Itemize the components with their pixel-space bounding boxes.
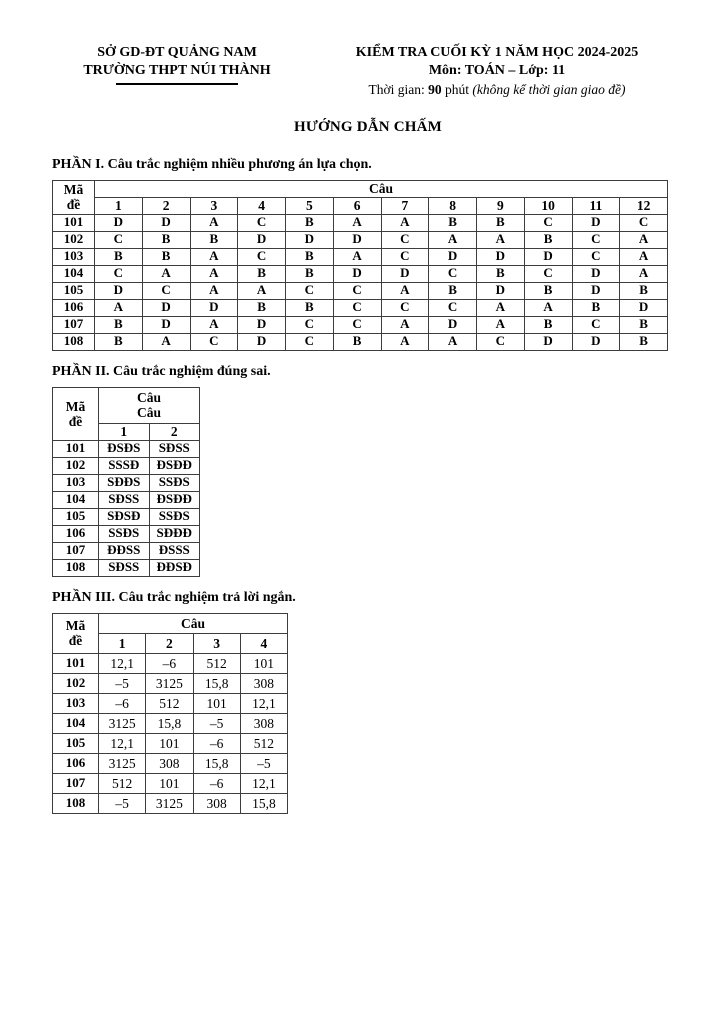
- answer-cell: 512: [193, 653, 240, 673]
- part2-table: [52, 387, 200, 577]
- answer-cell: B: [286, 265, 334, 282]
- answer-cell: –5: [240, 753, 287, 773]
- exam-code-column-header: [53, 387, 99, 440]
- answer-cell: B: [238, 299, 286, 316]
- answer-cell: C: [95, 231, 143, 248]
- answer-cell: C: [333, 282, 381, 299]
- answer-cell: ĐSĐĐ: [149, 491, 200, 508]
- answer-cell: SĐSS: [149, 440, 200, 457]
- answer-cell: D: [429, 316, 477, 333]
- table-row: [53, 265, 668, 282]
- answer-cell: A: [190, 282, 238, 299]
- answer-cell: SSĐS: [99, 525, 150, 542]
- part1-table: [52, 180, 668, 351]
- answer-cell: –6: [193, 733, 240, 753]
- exam-code: 104: [53, 491, 99, 508]
- department-name: SỞ GD-ĐT QUẢNG NAM: [97, 45, 257, 60]
- answer-cell: D: [620, 299, 668, 316]
- table-row: [53, 214, 668, 231]
- answer-cell: A: [477, 299, 525, 316]
- table-row: [53, 525, 200, 542]
- time-prefix: Thời gian:: [368, 81, 429, 97]
- answer-cell: A: [620, 265, 668, 282]
- exam-code: 107: [53, 316, 95, 333]
- answer-cell: 3125: [99, 753, 146, 773]
- question-number: 6: [333, 197, 381, 214]
- answer-cell: SSSĐ: [99, 457, 150, 474]
- answer-cell: B: [95, 333, 143, 350]
- answer-cell: A: [190, 265, 238, 282]
- answer-cell: –5: [99, 673, 146, 693]
- answer-cell: 101: [193, 693, 240, 713]
- answer-cell: A: [142, 265, 190, 282]
- question-number: 10: [524, 197, 572, 214]
- exam-code: 102: [53, 673, 99, 693]
- answer-cell: 308: [240, 713, 287, 733]
- answer-cell: B: [429, 282, 477, 299]
- answer-cell: A: [381, 333, 429, 350]
- answer-cell: A: [477, 231, 525, 248]
- answer-cell: B: [190, 231, 238, 248]
- question-number: 2: [146, 633, 193, 653]
- answer-cell: 12,1: [240, 693, 287, 713]
- answer-cell: C: [524, 265, 572, 282]
- answer-cell: SSĐS: [149, 474, 200, 491]
- answer-cell: B: [238, 265, 286, 282]
- table-row: [53, 491, 200, 508]
- answer-cell: C: [286, 282, 334, 299]
- table-row: [53, 793, 288, 813]
- exam-code: 105: [53, 508, 99, 525]
- ma-label: Mã: [63, 182, 84, 198]
- table-row: [53, 333, 668, 350]
- table-row: [53, 248, 668, 265]
- answer-cell: B: [429, 214, 477, 231]
- part3-header-row1: [53, 613, 288, 633]
- exam-code: 108: [53, 793, 99, 813]
- answer-cell: D: [238, 316, 286, 333]
- answer-cell: D: [524, 248, 572, 265]
- answer-cell: D: [333, 265, 381, 282]
- exam-subject-grade: Môn: TOÁN – Lớp: 11: [428, 63, 566, 79]
- exam-code: 102: [53, 457, 99, 474]
- answer-cell: 12,1: [99, 653, 146, 673]
- part3-table: [52, 613, 288, 814]
- answer-cell: A: [429, 333, 477, 350]
- part1-tbody: [53, 214, 668, 350]
- cau-label-line2: Câu: [136, 405, 161, 421]
- answer-cell: D: [381, 265, 429, 282]
- answer-cell: 512: [146, 693, 193, 713]
- ma-label: Mã: [65, 618, 86, 634]
- question-number: 8: [429, 197, 477, 214]
- part3-thead: [53, 613, 288, 653]
- exam-time-line: [310, 81, 684, 99]
- answer-cell: SĐĐĐ: [149, 525, 200, 542]
- answer-cell: D: [333, 231, 381, 248]
- answer-cell: 15,8: [146, 713, 193, 733]
- answer-cell: C: [572, 231, 620, 248]
- de-label: đề: [68, 413, 83, 429]
- answer-cell: C: [190, 333, 238, 350]
- part2-header-row1: [53, 387, 200, 423]
- answer-cell: C: [142, 282, 190, 299]
- answer-cell: –5: [99, 793, 146, 813]
- exam-code: 106: [53, 525, 99, 542]
- exam-code: 107: [53, 773, 99, 793]
- answer-cell: B: [524, 282, 572, 299]
- answer-cell: 15,8: [193, 673, 240, 693]
- answer-cell: D: [142, 299, 190, 316]
- answer-cell: 512: [240, 733, 287, 753]
- answer-cell: C: [333, 299, 381, 316]
- answer-cell: 3125: [146, 793, 193, 813]
- answer-cell: 308: [146, 753, 193, 773]
- answer-cell: A: [190, 214, 238, 231]
- question-number: 3: [193, 633, 240, 653]
- answer-cell: SSĐS: [149, 508, 200, 525]
- answer-cell: B: [572, 299, 620, 316]
- issuing-authority-block: [52, 44, 302, 85]
- question-number: 2: [142, 197, 190, 214]
- answer-cell: C: [381, 299, 429, 316]
- question-number: 1: [95, 197, 143, 214]
- answer-cell: B: [333, 333, 381, 350]
- table-row: [53, 457, 200, 474]
- answer-cell: A: [477, 316, 525, 333]
- answer-cell: D: [95, 282, 143, 299]
- answer-cell: D: [95, 214, 143, 231]
- answer-cell: D: [572, 265, 620, 282]
- cau-label-line1: Câu: [136, 390, 161, 406]
- answer-cell: A: [142, 333, 190, 350]
- answer-cell: A: [524, 299, 572, 316]
- answer-cell: B: [620, 282, 668, 299]
- table-row: [53, 542, 200, 559]
- answer-cell: SĐĐS: [99, 474, 150, 491]
- answer-cell: B: [142, 248, 190, 265]
- exam-code: 108: [53, 333, 95, 350]
- question-number: 3: [190, 197, 238, 214]
- answer-cell: B: [477, 265, 525, 282]
- answer-cell: D: [524, 333, 572, 350]
- answer-cell: B: [286, 214, 334, 231]
- answer-cell: B: [477, 214, 525, 231]
- question-group-header: Câu: [99, 613, 288, 633]
- question-group-header: [99, 387, 200, 423]
- part2-heading: PHẦN II. Câu trắc nghiệm đúng sai.: [52, 363, 271, 379]
- table-row: [53, 713, 288, 733]
- answer-cell: 12,1: [240, 773, 287, 793]
- answer-cell: C: [572, 316, 620, 333]
- answer-cell: 15,8: [240, 793, 287, 813]
- question-number: 4: [238, 197, 286, 214]
- table-row: [53, 231, 668, 248]
- page-title: HƯỚNG DẪN CHẤM: [293, 118, 443, 135]
- answer-cell: B: [620, 316, 668, 333]
- answer-cell: D: [572, 282, 620, 299]
- table-row: [53, 753, 288, 773]
- question-number: 2: [149, 423, 200, 440]
- answer-cell: ĐSĐS: [99, 440, 150, 457]
- answer-cell: D: [477, 248, 525, 265]
- answer-cell: A: [429, 231, 477, 248]
- part1-thead: [53, 180, 668, 214]
- exam-code: 106: [53, 299, 95, 316]
- answer-cell: –5: [193, 713, 240, 733]
- exam-code: 102: [53, 231, 95, 248]
- answer-cell: D: [190, 299, 238, 316]
- answer-cell: C: [381, 248, 429, 265]
- school-name: TRƯỜNG THPT NÚI THÀNH: [83, 63, 271, 79]
- part3-tbody: [53, 653, 288, 813]
- time-value: 90: [428, 81, 442, 97]
- answer-cell: B: [286, 299, 334, 316]
- answer-cell: D: [142, 316, 190, 333]
- answer-cell: SĐSS: [99, 559, 150, 576]
- answer-cell: –6: [193, 773, 240, 793]
- answer-cell: C: [333, 316, 381, 333]
- answer-cell: A: [381, 282, 429, 299]
- time-note: (không kể thời gian giao đề): [472, 81, 626, 97]
- answer-cell: SĐSS: [99, 491, 150, 508]
- table-row: [53, 673, 288, 693]
- part1-heading: PHẦN I. Câu trắc nghiệm nhiều phương án lựa chọn.: [52, 156, 372, 172]
- exam-code: 104: [53, 265, 95, 282]
- exam-code: 107: [53, 542, 99, 559]
- table-row: [53, 299, 668, 316]
- answer-cell: C: [286, 333, 334, 350]
- answer-cell: C: [381, 231, 429, 248]
- exam-code: 101: [53, 440, 99, 457]
- answer-cell: A: [620, 231, 668, 248]
- answer-cell: C: [477, 333, 525, 350]
- answer-cell: B: [286, 248, 334, 265]
- answer-cell: C: [429, 265, 477, 282]
- exam-code: 103: [53, 474, 99, 491]
- question-number: 5: [286, 197, 334, 214]
- answer-cell: 512: [99, 773, 146, 793]
- answer-cell: A: [190, 248, 238, 265]
- answer-cell: ĐĐSĐ: [149, 559, 200, 576]
- table-row: [53, 316, 668, 333]
- part2-thead: [53, 387, 200, 440]
- answer-cell: A: [190, 316, 238, 333]
- exam-code: 104: [53, 713, 99, 733]
- answer-cell: 308: [240, 673, 287, 693]
- answer-cell: A: [333, 248, 381, 265]
- answer-cell: C: [572, 248, 620, 265]
- answer-cell: D: [238, 231, 286, 248]
- answer-cell: B: [524, 316, 572, 333]
- question-group-header: Câu: [95, 180, 668, 197]
- table-row: [53, 440, 200, 457]
- answer-cell: –6: [146, 653, 193, 673]
- time-mid: phút: [441, 81, 473, 97]
- answer-cell: SĐSĐ: [99, 508, 150, 525]
- part1-header-row1: [53, 180, 668, 197]
- part3-heading: PHẦN III. Câu trắc nghiệm trả lời ngắn.: [52, 589, 296, 605]
- answer-cell: 12,1: [99, 733, 146, 753]
- question-number: 12: [620, 197, 668, 214]
- answer-cell: D: [142, 214, 190, 231]
- answer-cell: 3125: [146, 673, 193, 693]
- answer-cell: C: [524, 214, 572, 231]
- answer-cell: D: [286, 231, 334, 248]
- answer-cell: ĐĐSS: [99, 542, 150, 559]
- exam-code-column-header: [53, 613, 99, 653]
- answer-cell: D: [429, 248, 477, 265]
- answer-cell: 101: [146, 773, 193, 793]
- exam-code: 101: [53, 653, 99, 673]
- de-label: đề: [68, 633, 83, 649]
- answer-cell: C: [286, 316, 334, 333]
- table-row: [53, 474, 200, 491]
- answer-cell: C: [620, 214, 668, 231]
- exam-code: 105: [53, 282, 95, 299]
- question-number: 4: [240, 633, 287, 653]
- exam-code-column-header: [53, 180, 95, 214]
- ma-label: Mã: [65, 398, 86, 414]
- answer-cell: A: [238, 282, 286, 299]
- answer-cell: B: [95, 248, 143, 265]
- question-number: 1: [99, 423, 150, 440]
- exam-code: 103: [53, 693, 99, 713]
- answer-cell: C: [95, 265, 143, 282]
- table-row: [53, 693, 288, 713]
- exam-code: 101: [53, 214, 95, 231]
- table-row: [53, 282, 668, 299]
- answer-cell: D: [572, 333, 620, 350]
- answer-cell: D: [238, 333, 286, 350]
- table-row: [53, 559, 200, 576]
- answer-cell: ĐSSS: [149, 542, 200, 559]
- exam-code: 108: [53, 559, 99, 576]
- answer-cell: B: [95, 316, 143, 333]
- answer-cell: D: [477, 282, 525, 299]
- answer-cell: A: [381, 316, 429, 333]
- answer-cell: D: [572, 214, 620, 231]
- answer-cell: A: [381, 214, 429, 231]
- table-row: [53, 653, 288, 673]
- answer-cell: A: [620, 248, 668, 265]
- answer-cell: B: [524, 231, 572, 248]
- exam-title: KIỂM TRA CUỐI KỲ 1 NĂM HỌC 2024-2025: [355, 45, 639, 60]
- part1-qnums: [53, 197, 668, 214]
- question-number: 11: [572, 197, 620, 214]
- table-row: [53, 733, 288, 753]
- answer-cell: ĐSĐĐ: [149, 457, 200, 474]
- answer-cell: 101: [146, 733, 193, 753]
- answer-cell: A: [333, 214, 381, 231]
- exam-code: 106: [53, 753, 99, 773]
- de-label: đề: [66, 197, 81, 213]
- answer-cell: B: [620, 333, 668, 350]
- answer-cell: A: [95, 299, 143, 316]
- question-number: 9: [477, 197, 525, 214]
- exam-info-block: [302, 44, 684, 99]
- answer-cell: 15,8: [193, 753, 240, 773]
- part2-tbody: [53, 440, 200, 576]
- exam-code: 105: [53, 733, 99, 753]
- answer-cell: 101: [240, 653, 287, 673]
- table-row: [53, 773, 288, 793]
- answer-cell: C: [429, 299, 477, 316]
- header-underline-rule: [116, 83, 238, 85]
- question-number: 7: [381, 197, 429, 214]
- answer-cell: C: [238, 248, 286, 265]
- exam-code: 103: [53, 248, 95, 265]
- table-row: [53, 508, 200, 525]
- answer-cell: B: [142, 231, 190, 248]
- answer-cell: C: [238, 214, 286, 231]
- question-number: 1: [99, 633, 146, 653]
- answer-cell: –6: [99, 693, 146, 713]
- answer-cell: 308: [193, 793, 240, 813]
- document-header: [52, 44, 684, 99]
- answer-cell: 3125: [99, 713, 146, 733]
